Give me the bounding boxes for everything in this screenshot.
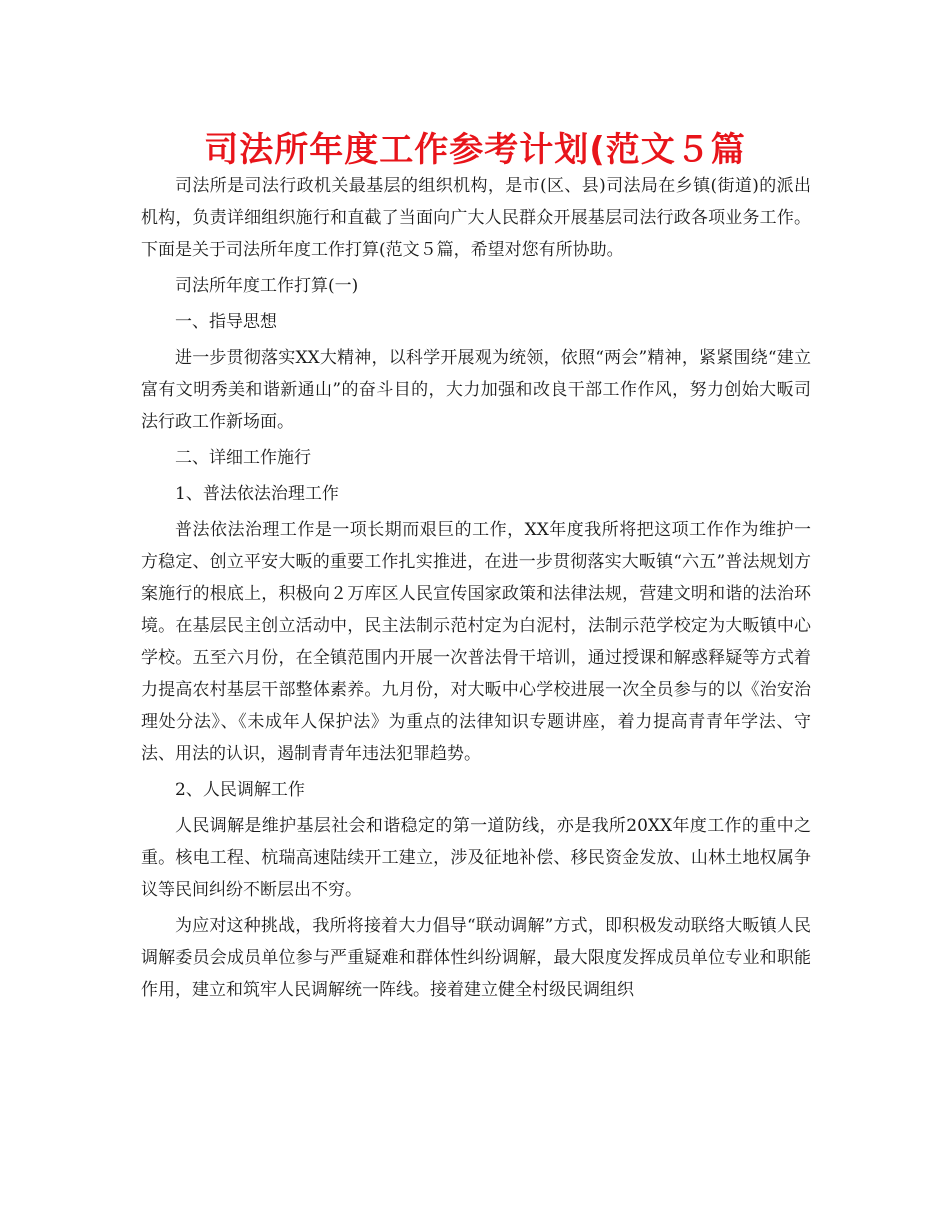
section-heading: 一、指导思想 bbox=[175, 312, 277, 332]
body-paragraph: 人民调解是维护基层社会和谐稳定的第一道防线，亦是我所20XX年度工作的重中之重。核电工程、杭瑞高速陆续开工建立，涉及征地补偿、移民资金发放、山林土地权属争议等民间纠纷不断层出不穷。 bbox=[141, 816, 811, 900]
body-paragraph: 司法所是司法行政机关最基层的组织机构，是市(区、县)司法局在乡镇(街道)的派出机构，负责详细组织施行和直截了当面向广大人民群众开展基层司法行政各项业务工作。下面是关于司法所年度工作打算(范文５篇，希望对您有所协助。 bbox=[141, 176, 811, 260]
section-heading: 二、详细工作施行 bbox=[175, 448, 311, 468]
section-heading: 2、人民调解工作 bbox=[175, 780, 305, 800]
section-heading: 1、普法依法治理工作 bbox=[175, 484, 339, 504]
section-heading: 司法所年度工作打算(一) bbox=[175, 276, 359, 296]
document-title: 司法所年度工作参考计划(范文５篇 bbox=[204, 130, 746, 170]
document-body bbox=[141, 170, 811, 1010]
body-paragraph: 进一步贯彻落实XX大精神，以科学开展观为统领，依照“两会”精神，紧紧围绕“建立富有文明秀美和谐新通山”的奋斗目的，大力加强和改良干部工作作风，努力创始大畈司法行政工作新场面。 bbox=[141, 348, 811, 432]
body-paragraph: 普法依法治理工作是一项长期而艰巨的工作，XX年度我所将把这项工作作为维护一方稳定、创立平安大畈的重要工作扎实推进，在进一步贯彻落实大畈镇“六五”普法规划方案施行的根底上，积极向２万库区人民宣传国家政策和法律法规，营建文明和谐的法治环境。在基层民主创立活动中，民主法制示范村定为白泥村，法制示范学校定为大畈镇中心学校。五至六月份，在全镇范围内开展一次普法骨干培训，通过授课和解惑释疑等方式着力提高农村基层干部整体素养。九月份，对大畈中心学校进展一次全员参与的以《治安治理处分法》、《未成年人保护法》为重点的法律知识专题讲座，着力提高青青年学法、守法、用法的认识，遏制青青年违法犯罪趋势。 bbox=[141, 520, 811, 764]
body-paragraph: 为应对这种挑战，我所将接着大力倡导“联动调解”方式，即积极发动联络大畈镇人民调解委员会成员单位参与严重疑难和群体性纠纷调解，最大限度发挥成员单位专业和职能作用，建立和筑牢人民调解统一阵线。接着建立健全村级民调组织 bbox=[141, 916, 811, 1000]
